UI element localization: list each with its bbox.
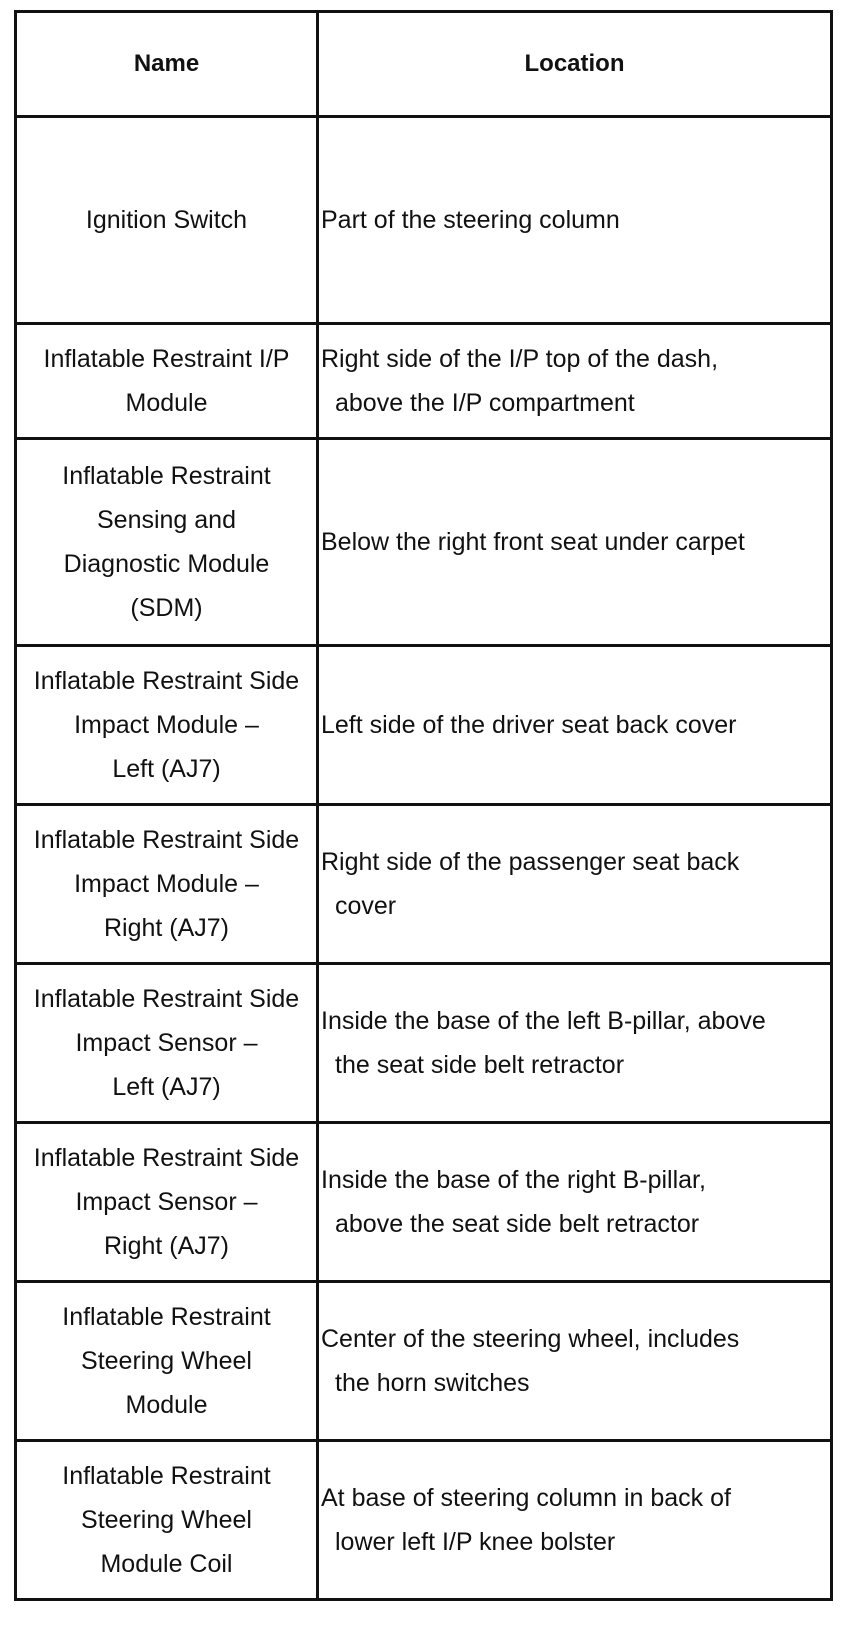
component-name-cell: [16, 324, 318, 439]
component-location: Part of the steering column: [321, 206, 620, 234]
component-name-cell: [16, 1441, 318, 1600]
component-name-cell: [16, 1282, 318, 1441]
component-name-cell: [16, 646, 318, 805]
component-location-cell: [318, 117, 832, 324]
table-row: [16, 646, 832, 805]
name-column-header: Name: [16, 12, 318, 117]
table-row: [16, 1441, 832, 1600]
component-location-cell: [318, 1441, 832, 1600]
table-row: [16, 439, 832, 646]
component-name: Inflatable Restraint Sensing and Diagnostic Module (SDM): [62, 462, 271, 622]
component-location-cell: [318, 1282, 832, 1441]
component-name: Inflatable Restraint Side Impact Module – Right (AJ7): [33, 826, 300, 942]
component-name: Inflatable Restraint Steering Wheel Module Coil: [62, 1462, 271, 1578]
component-name: Inflatable Restraint Side Impact Sensor – Right (AJ7): [33, 1144, 300, 1260]
component-location: Below the right front seat under carpet: [321, 528, 745, 556]
component-location: Inside the base of the right B-pillar, above the seat side belt retractor: [321, 1166, 706, 1238]
component-name-cell: [16, 805, 318, 964]
table-row: [16, 1282, 832, 1441]
component-location: Center of the steering wheel, includes the horn switches: [321, 1325, 740, 1397]
component-name-cell: [16, 1123, 318, 1282]
component-location-cell: [318, 439, 832, 646]
component-location: Inside the base of the left B-pillar, above the seat side belt retractor: [321, 1007, 766, 1079]
component-location-cell: [318, 964, 832, 1123]
table-row: [16, 964, 832, 1123]
component-location: Left side of the driver seat back cover: [321, 711, 737, 739]
table-row: [16, 805, 832, 964]
table-row: [16, 1123, 832, 1282]
component-location: At base of steering column in back of lower left I/P knee bolster: [321, 1484, 731, 1556]
location-column-header: Location: [318, 12, 832, 117]
component-location-cell: [318, 646, 832, 805]
component-location-cell: [318, 324, 832, 439]
component-name: Ignition Switch: [85, 206, 248, 234]
component-name-cell: [16, 964, 318, 1123]
table-header-row: [16, 12, 832, 117]
table-row: [16, 324, 832, 439]
component-name: Inflatable Restraint Side Impact Module – Left (AJ7): [33, 667, 300, 783]
component-name-cell: [16, 439, 318, 646]
component-location: Right side of the passenger seat back cover: [321, 848, 740, 920]
component-name: Inflatable Restraint Steering Wheel Module: [62, 1303, 271, 1419]
component-name: Inflatable Restraint Side Impact Sensor – Left (AJ7): [33, 985, 300, 1101]
component-location-cell: [318, 1123, 832, 1282]
component-name-cell: [16, 117, 318, 324]
table-row: [16, 117, 832, 324]
component-location-table: [14, 10, 833, 1601]
component-location-cell: [318, 805, 832, 964]
component-location: Right side of the I/P top of the dash, above the I/P compartment: [321, 345, 719, 417]
component-name: Inflatable Restraint I/P Module: [43, 345, 290, 417]
